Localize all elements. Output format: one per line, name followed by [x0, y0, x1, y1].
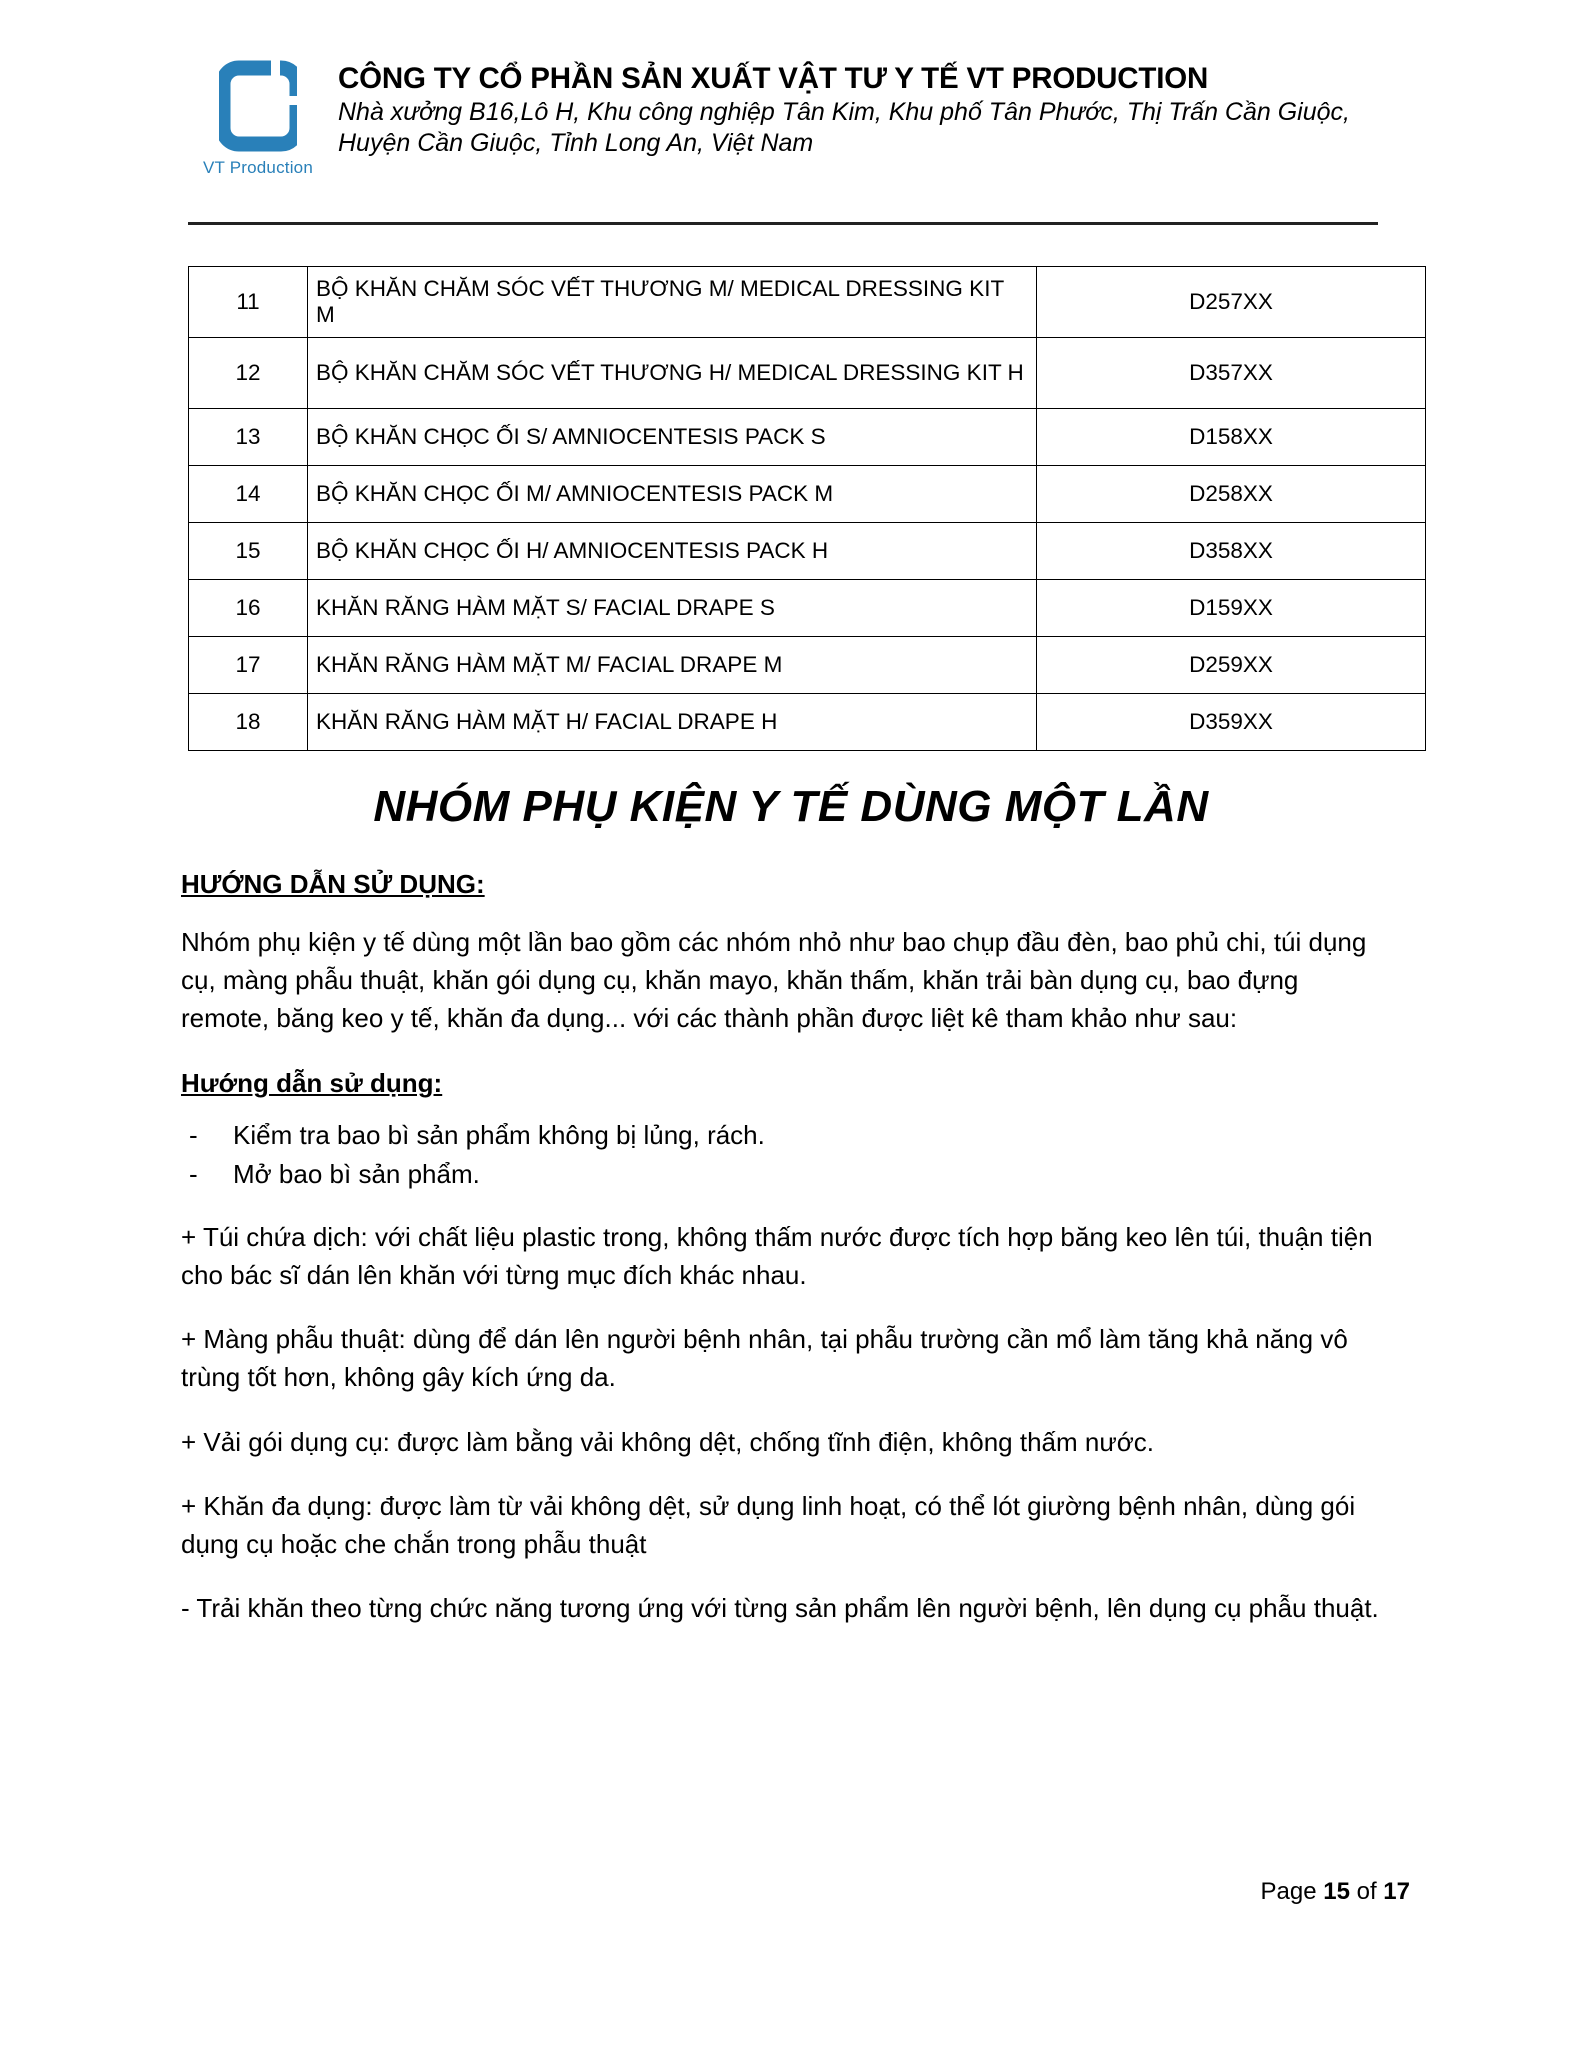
- company-address: Nhà xưởng B16,Lô H, Khu công nghiệp Tân Kim, Khu phố Tân Phước, Thị Trấn Cần Giuộc, Huyện Cần Giuộc, Tỉnh Long An, Việt Nam: [338, 98, 1350, 157]
- product-name-cell: BỘ KHĂN CHỌC ỐI S/ AMNIOCENTESIS PACK S: [308, 409, 1037, 466]
- company-name: CÔNG TY CỔ PHẦN SẢN XUẤT VẬT TƯ Y TẾ VT PRODUCTION: [338, 62, 1209, 95]
- table-row: [189, 409, 1426, 466]
- component-paragraph: - Trải khăn theo từng chức năng tương ứng với từng sản phẩm lên người bệnh, lên dụng cụ phẫu thuật.: [181, 1593, 1379, 1624]
- product-code-cell: D158XX: [1037, 409, 1426, 466]
- product-code-cell: D159XX: [1037, 580, 1426, 637]
- product-name-cell: BỘ KHĂN CHĂM SÓC VẾT THƯƠNG H/ MEDICAL DRESSING KIT H: [308, 338, 1037, 409]
- component-paragraph: + Túi chứa dịch: với chất liệu plastic trong, không thấm nước được tích hợp băng keo lên túi, thuận tiện cho bác sĩ dán lên khăn với từng mục đích khác nhau.: [181, 1221, 1373, 1290]
- row-number-cell: 15: [189, 523, 308, 580]
- vt-production-logo-icon: [219, 60, 297, 152]
- table-row: [189, 267, 1426, 338]
- product-code-cell: D359XX: [1037, 694, 1426, 751]
- product-code-table: [188, 266, 1426, 751]
- product-code-cell: D258XX: [1037, 466, 1426, 523]
- component-paragraph: + Màng phẫu thuật: dùng để dán lên người bệnh nhân, tại phẫu trường cần mổ làm tăng khả năng vô trùng tốt hơn, không gây kích ứng da.: [181, 1324, 1348, 1393]
- component-paragraph: + Khăn đa dụng: được làm từ vải không dệt, sử dụng linh hoạt, có thể lót giường bệnh nhân, dùng gói dụng cụ hoặc che chắn trong phẫu thuật: [181, 1490, 1356, 1559]
- header-divider: [188, 222, 1378, 225]
- row-number-cell: 13: [189, 409, 308, 466]
- product-code-cell: D358XX: [1037, 523, 1426, 580]
- product-code-cell: D357XX: [1037, 338, 1426, 409]
- product-name-cell: BỘ KHĂN CHĂM SÓC VẾT THƯƠNG M/ MEDICAL DRESSING KIT M: [308, 267, 1037, 338]
- usage-steps-list: [181, 1116, 1386, 1194]
- footer-total-pages: 17: [1383, 1878, 1410, 1905]
- document-body: [181, 868, 1386, 1653]
- usage-heading-sub: Hướng dẫn sử dụng:: [181, 1068, 443, 1099]
- table-row: [189, 694, 1426, 751]
- product-name-cell: BỘ KHĂN CHỌC ỐI H/ AMNIOCENTESIS PACK H: [308, 523, 1037, 580]
- table-row: [189, 580, 1426, 637]
- product-code-cell: D259XX: [1037, 637, 1426, 694]
- product-name-cell: KHĂN RĂNG HÀM MẶT H/ FACIAL DRAPE H: [308, 694, 1037, 751]
- product-name-cell: KHĂN RĂNG HÀM MẶT S/ FACIAL DRAPE S: [308, 580, 1037, 637]
- header-text-block: [328, 52, 1378, 158]
- list-item-text: Kiểm tra bao bì sản phẩm không bị lủng, rách.: [233, 1119, 765, 1150]
- row-number-cell: 18: [189, 694, 308, 751]
- intro-paragraph: Nhóm phụ kiện y tế dùng một lần bao gồm các nhóm nhỏ như bao chụp đầu đèn, bao phủ chi, túi dụng cụ, màng phẫu thuật, khăn gói dụng cụ, khăn mayo, khăn thấm, khăn trải bàn dụng cụ, bao đựng remote, băng keo y tế, khăn đa dụng... với các thành phần được liệt kê tham khảo như sau:: [181, 926, 1367, 1033]
- product-code-cell: D257XX: [1037, 267, 1426, 338]
- footer-middle: of: [1349, 1878, 1384, 1905]
- table-row: [189, 466, 1426, 523]
- row-number-cell: 11: [189, 267, 308, 338]
- row-number-cell: 14: [189, 466, 308, 523]
- dash-marker: -: [189, 1119, 198, 1150]
- table-row: [189, 637, 1426, 694]
- usage-heading-main: HƯỚNG DẪN SỬ DỤNG:: [181, 869, 485, 899]
- dash-marker: -: [189, 1158, 198, 1189]
- footer-current-page: 15: [1323, 1878, 1350, 1905]
- footer-prefix: Page: [1260, 1878, 1324, 1905]
- list-item-text: Mở bao bì sản phẩm.: [233, 1158, 480, 1189]
- component-paragraph: + Vải gói dụng cụ: được làm bằng vải không dệt, chống tĩnh điện, không thấm nước.: [181, 1426, 1155, 1457]
- product-name-cell: BỘ KHĂN CHỌC ỐI M/ AMNIOCENTESIS PACK M: [308, 466, 1037, 523]
- logo-wordmark: VT Production: [202, 158, 313, 177]
- list-item: [189, 1116, 1386, 1155]
- list-item: [189, 1155, 1386, 1194]
- table-row: [189, 523, 1426, 580]
- product-name-cell: KHĂN RĂNG HÀM MẶT M/ FACIAL DRAPE M: [308, 637, 1037, 694]
- company-logo: [188, 52, 328, 178]
- document-header: [188, 52, 1378, 178]
- table-row: [189, 338, 1426, 409]
- page-footer: [1261, 1878, 1410, 1906]
- row-number-cell: 16: [189, 580, 308, 637]
- row-number-cell: 17: [189, 637, 308, 694]
- section-title: NHÓM PHỤ KIỆN Y TẾ DÙNG MỘT LẦN: [373, 782, 1209, 831]
- row-number-cell: 12: [189, 338, 308, 409]
- table-body: [189, 267, 1426, 751]
